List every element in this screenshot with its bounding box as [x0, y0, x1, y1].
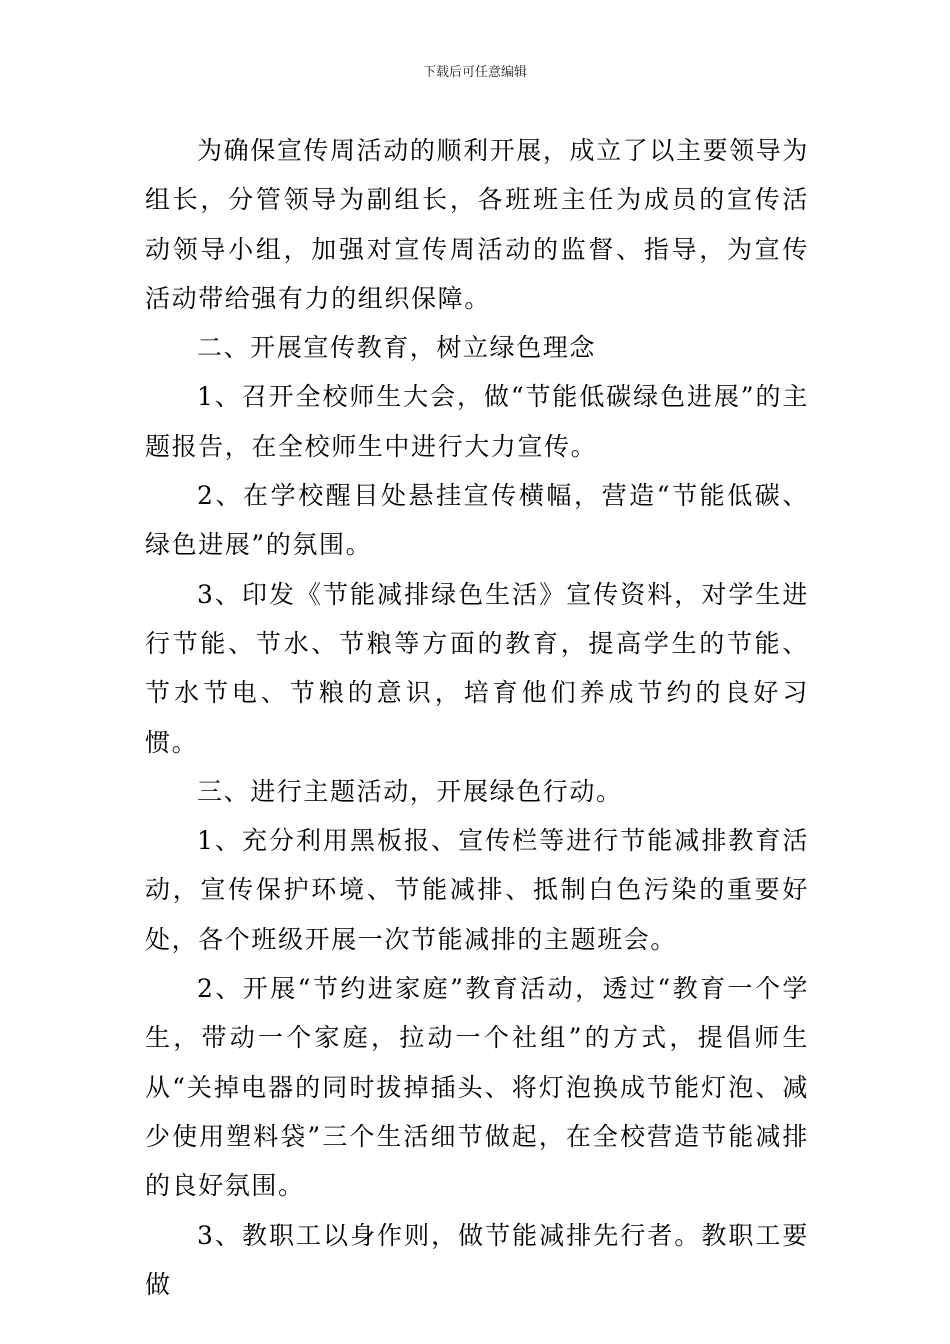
paragraph-family: 2、开展“节约进家庭”教育活动，透过“教育一个学生，带动一个家庭，拉动一个社组”的方式，提倡师生从“关掉电器的同时拔掉插头、将灯泡换成节能灯泡、减少使用塑料袋”三个生活细节做起，在全校营造节能减排的良好氛围。 — [145, 974, 809, 1201]
paragraph-staff: 3、教职工以身作则，做节能减排先行者。教职工要做 — [145, 1220, 809, 1299]
paragraph-materials: 3、印发《节能减排绿色生活》宣传资料，对学生进行节能、节水、节粮等方面的教育，提高学生的节能、节水节电、节粮的意识，培育他们养成节约的良好习惯。 — [145, 579, 809, 757]
section-heading-activities: 三、进行主题活动，开展绿色行动。 — [197, 776, 623, 806]
paragraph-leadership-group: 为确保宣传周活动的顺利开展，成立了以主要领导为组长，分管领导为副组长，各班班主任为成员的宣传活动领导小组，加强对宣传周活动的监督、指导，为宣传活动带给强有力的组织保障。 — [145, 136, 809, 313]
page-header: 下载后可任意编辑 — [422, 65, 527, 80]
section-heading-education: 二、开展宣传教育，树立绿色理念 — [197, 333, 597, 363]
paragraph-assembly: 1、召开全校师生大会，做“节能低碳绿色进展”的主题报告，在全校师生中进行大力宣传。 — [145, 382, 809, 461]
paragraph-blackboard: 1、充分利用黑板报、宣传栏等进行节能减排教育活动，宣传保护环境、节能减排、抵制白色污染的重要好处，各个班级开展一次节能减排的主题班会。 — [145, 826, 809, 954]
paragraph-banner: 2、在学校醒目处悬挂宣传横幅，营造“节能低碳、绿色进展”的氛围。 — [145, 481, 809, 560]
document-body — [145, 126, 809, 1309]
